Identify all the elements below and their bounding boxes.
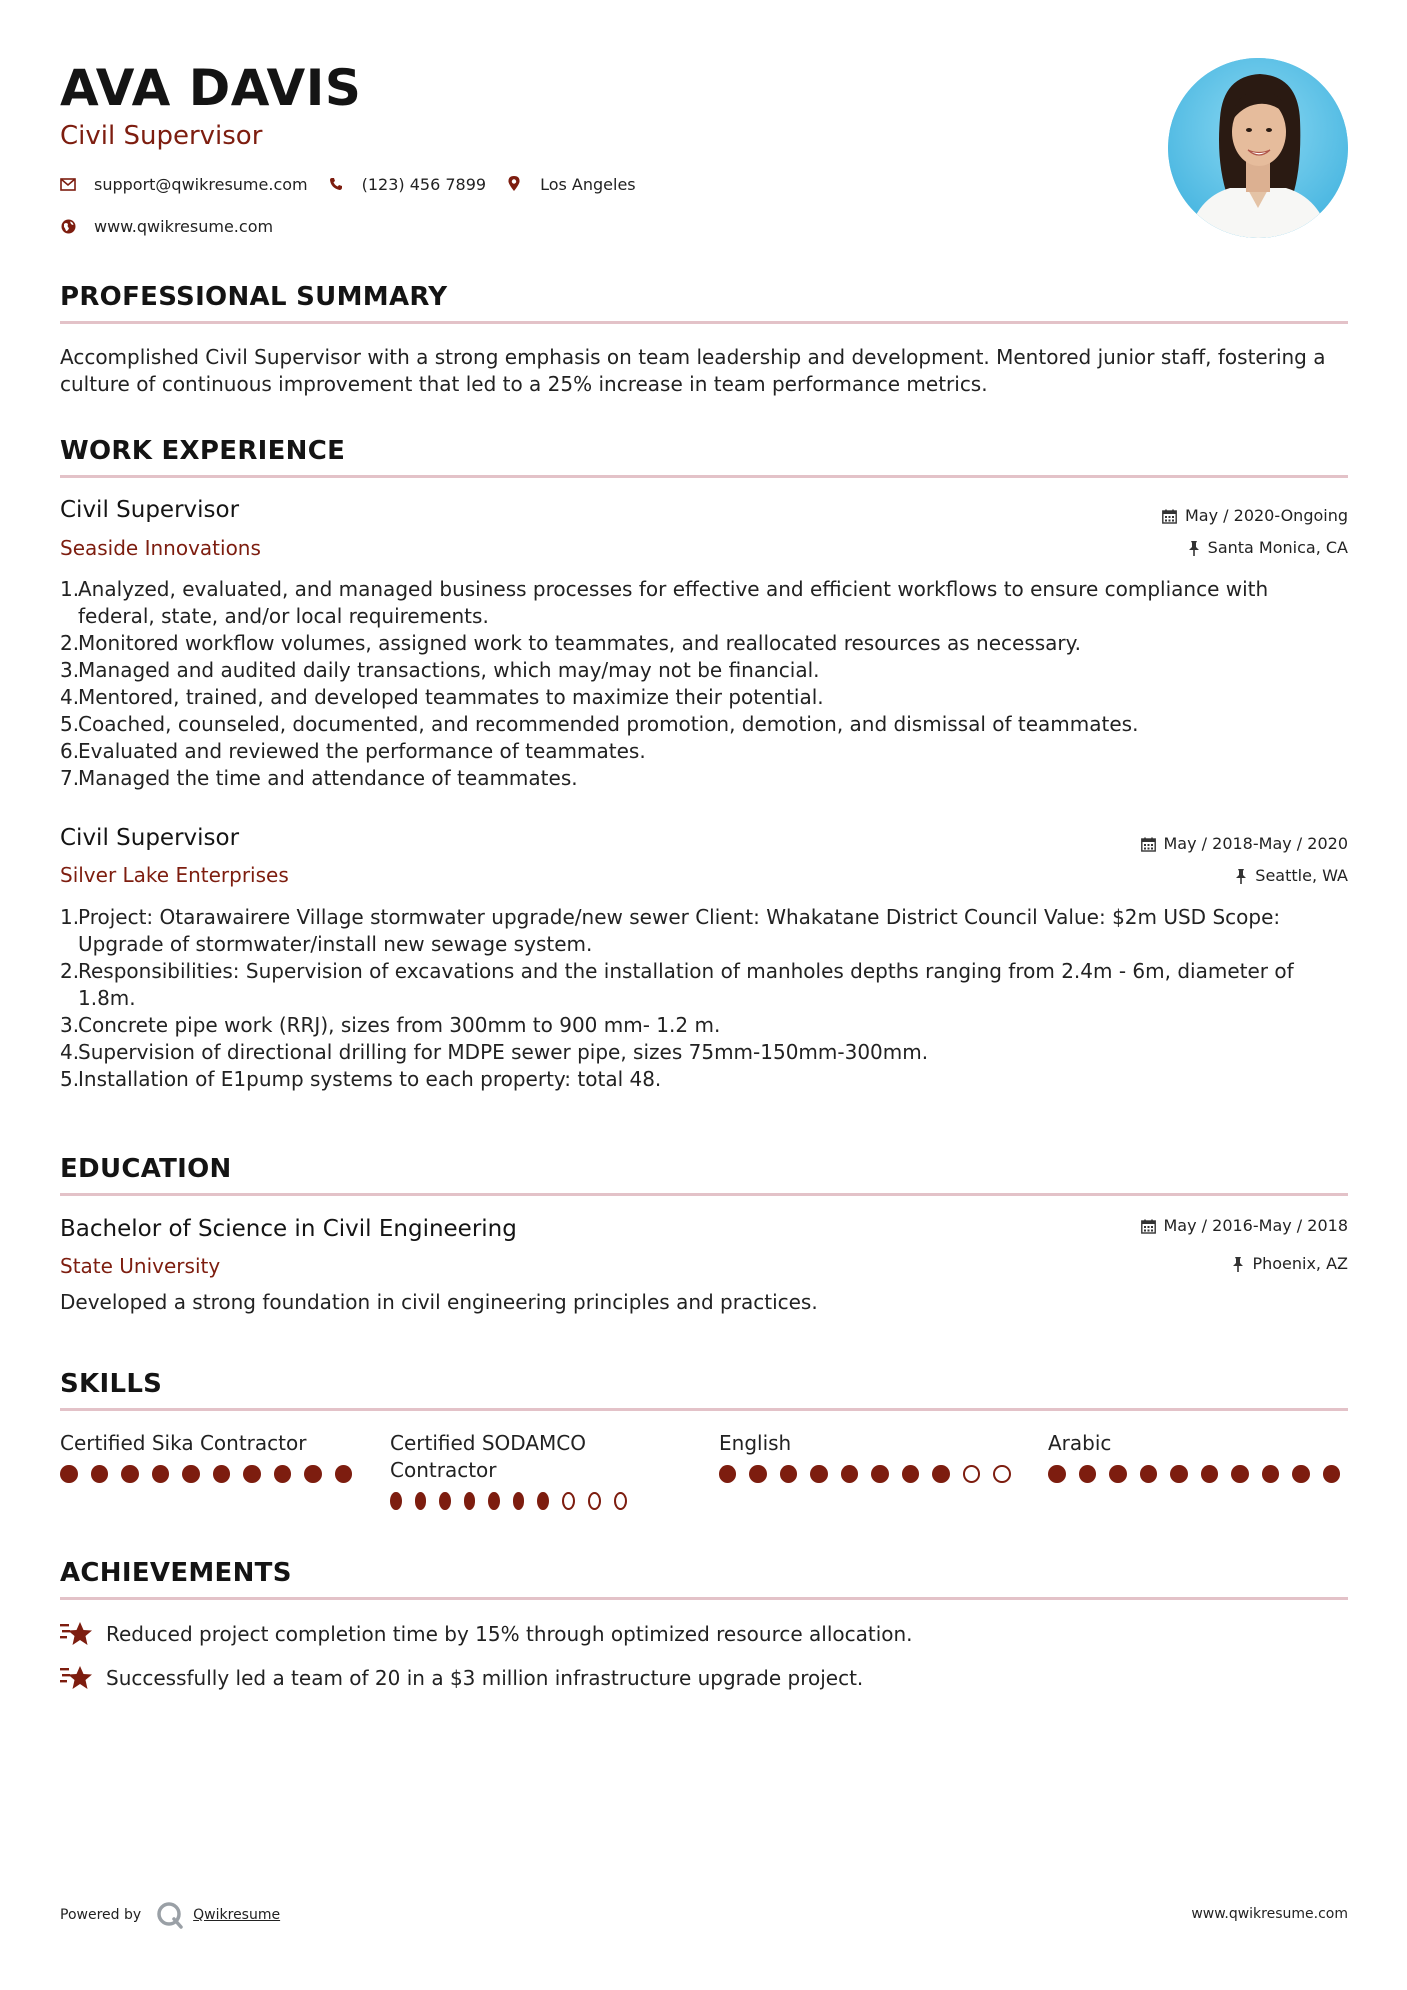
phone-icon xyxy=(328,176,344,192)
star-award-icon xyxy=(60,1663,94,1693)
skill-dot-filled xyxy=(439,1492,451,1510)
job-2-dates-row xyxy=(1141,834,1349,854)
skill-dot-filled xyxy=(902,1465,919,1483)
skill-dot-filled xyxy=(152,1465,170,1483)
list-item: 5. Installation of E1pump systems to each property: total 48. xyxy=(60,1067,662,1091)
job-1-title: Civil Supervisor xyxy=(60,497,240,523)
achievement-item xyxy=(60,1619,913,1649)
footer-website[interactable]: www.qwikresume.com xyxy=(1191,1906,1348,1922)
skill-dot-filled xyxy=(488,1492,500,1510)
map-pin-icon xyxy=(506,176,522,192)
summary-heading: PROFESSIONAL SUMMARY xyxy=(60,282,448,312)
achievements-divider xyxy=(60,1597,1348,1600)
contact-row xyxy=(60,172,656,196)
skill-dot-filled xyxy=(1079,1465,1097,1483)
list-item: 5. Coached, counseled, documented, and recommended promotion, demotion, and dismissal of teammates. xyxy=(60,712,1139,736)
skill-dot-filled xyxy=(932,1465,949,1483)
job-2-location: Seattle, WA xyxy=(1255,866,1348,885)
summary-text: Accomplished Civil Supervisor with a strong emphasis on team leadership and development. Mentored junior staff, fostering a culture of continuous improvement that led to a 25% increase in team performance metrics. xyxy=(60,345,1326,396)
job-1-company: Seaside Innovations xyxy=(60,536,261,560)
pushpin-icon xyxy=(1188,541,1200,556)
skill-dot-filled xyxy=(1109,1465,1127,1483)
skill-name: Certified Sika Contractor xyxy=(60,1431,307,1455)
contact-website[interactable]: www.qwikresume.com xyxy=(94,216,274,236)
skill-rating xyxy=(390,1492,640,1510)
skill-name: English xyxy=(719,1431,792,1455)
skill-rating xyxy=(719,1465,1024,1483)
achievement-text: Reduced project completion time by 15% through optimized resource allocation. xyxy=(106,1622,913,1646)
skill-dot-filled xyxy=(182,1465,200,1483)
education-divider xyxy=(60,1193,1348,1196)
education-heading: EDUCATION xyxy=(60,1154,232,1184)
list-item: 4. Mentored, trained, and developed teammates to maximize their potential. xyxy=(60,685,824,709)
skill-dot-filled xyxy=(60,1465,78,1483)
list-item: 3. Managed and audited daily transactions, which may/may not be financial. xyxy=(60,658,820,682)
skill-dot-filled xyxy=(274,1465,292,1483)
skill-dot-filled xyxy=(537,1492,549,1510)
skill-dot-filled xyxy=(335,1465,353,1483)
qwikresume-logo-icon xyxy=(155,1900,185,1930)
powered-by-label: Powered by xyxy=(60,1907,142,1923)
skill-dot-empty xyxy=(562,1492,575,1510)
list-item: 1. Analyzed, evaluated, and managed business processes for effective and efficient workflows to ensure compliance with federal, state, and/or local requirements. xyxy=(60,577,1269,628)
skill-rating xyxy=(60,1465,365,1483)
skill-item xyxy=(719,1430,1024,1483)
job-1-dates: May / 2020-Ongoing xyxy=(1185,506,1348,525)
skills-divider xyxy=(60,1408,1348,1411)
skill-dot-empty xyxy=(963,1465,981,1483)
candidate-name: AVA DAVIS xyxy=(60,59,362,117)
job-2-responsibilities xyxy=(60,904,1350,1093)
skill-dot-filled xyxy=(213,1465,231,1483)
list-item: 3. Concrete pipe work (RRJ), sizes from 300mm to 900 mm- 1.2 m. xyxy=(60,1013,721,1037)
profile-photo xyxy=(1168,58,1348,238)
calendar-icon xyxy=(1141,837,1156,852)
skill-dot-filled xyxy=(841,1465,858,1483)
skill-dot-filled xyxy=(1292,1465,1310,1483)
skill-dot-filled xyxy=(1140,1465,1158,1483)
job-2-company: Silver Lake Enterprises xyxy=(60,863,289,887)
skill-dot-filled xyxy=(464,1492,476,1510)
experience-heading: WORK EXPERIENCE xyxy=(60,436,346,466)
skill-dot-filled xyxy=(719,1465,736,1483)
education-dates: May / 2016-May / 2018 xyxy=(1163,1216,1348,1235)
skill-name: Arabic xyxy=(1048,1431,1112,1455)
skill-dot-filled xyxy=(1231,1465,1249,1483)
list-item: 6. Evaluated and reviewed the performance of teammates. xyxy=(60,739,646,763)
pushpin-icon xyxy=(1235,869,1247,884)
skill-dot-empty xyxy=(588,1492,601,1510)
list-item: 2. Monitored workflow volumes, assigned work to teammates, and reallocated resources as necessary. xyxy=(60,631,1081,655)
list-item: 2. Responsibilities: Supervision of excavations and the installation of manholes depths ranging from 2.4m - 6m, diameter of 1.8m. xyxy=(60,959,1294,1010)
contact-phone[interactable]: (123) 456 7899 xyxy=(361,174,487,194)
skill-dot-filled xyxy=(121,1465,139,1483)
skill-dot-filled xyxy=(871,1465,888,1483)
skill-name: Certified SODAMCO Contractor xyxy=(390,1431,586,1482)
skill-dot-filled xyxy=(780,1465,797,1483)
skill-dot-filled xyxy=(749,1465,766,1483)
contact-location: Los Angeles xyxy=(540,174,636,194)
job-2-dates: May / 2018-May / 2020 xyxy=(1163,834,1348,853)
skill-item xyxy=(390,1430,640,1510)
job-2-title: Civil Supervisor xyxy=(60,825,240,851)
list-item: 4. Supervision of directional drilling for MDPE sewer pipe, sizes 75mm-150mm-300mm. xyxy=(60,1040,929,1064)
skill-dot-filled xyxy=(1048,1465,1066,1483)
contact-row-web xyxy=(60,214,293,238)
job-1-dates-row xyxy=(1162,506,1348,526)
calendar-icon xyxy=(1162,509,1177,524)
contact-email[interactable]: support@qwikresume.com xyxy=(94,174,308,194)
education-location-row xyxy=(1232,1254,1348,1274)
skills-heading: SKILLS xyxy=(60,1369,163,1399)
skill-dot-filled xyxy=(304,1465,322,1483)
education-dates-row xyxy=(1141,1216,1349,1236)
skill-dot-empty xyxy=(993,1465,1011,1483)
skill-dot-filled xyxy=(243,1465,261,1483)
summary-divider xyxy=(60,321,1348,324)
qwikresume-link[interactable]: Qwikresume xyxy=(193,1907,281,1923)
education-location: Phoenix, AZ xyxy=(1252,1254,1348,1273)
list-item: 7. Managed the time and attendance of teammates. xyxy=(60,766,578,790)
skill-dot-filled xyxy=(91,1465,109,1483)
candidate-role: Civil Supervisor xyxy=(60,121,263,151)
job-1-location: Santa Monica, CA xyxy=(1207,538,1348,557)
skill-dot-empty xyxy=(614,1492,627,1510)
skill-dot-filled xyxy=(1170,1465,1188,1483)
pushpin-icon xyxy=(1232,1257,1244,1272)
skill-dot-filled xyxy=(513,1492,525,1510)
skill-item xyxy=(1048,1430,1353,1483)
job-2-location-row xyxy=(1235,866,1348,886)
skill-rating xyxy=(1048,1465,1353,1483)
achievement-item xyxy=(60,1663,863,1693)
skill-dot-filled xyxy=(415,1492,427,1510)
job-1-location-row xyxy=(1188,538,1348,558)
skill-dot-filled xyxy=(1201,1465,1219,1483)
footer-powered-by xyxy=(60,1900,280,1930)
skill-dot-filled xyxy=(1262,1465,1280,1483)
job-1-responsibilities xyxy=(60,576,1350,792)
calendar-icon xyxy=(1141,1219,1156,1234)
envelope-icon xyxy=(60,176,76,192)
education-description: Developed a strong foundation in civil engineering principles and practices. xyxy=(60,1290,818,1314)
star-award-icon xyxy=(60,1619,94,1649)
skill-dot-filled xyxy=(810,1465,827,1483)
achievement-text: Successfully led a team of 20 in a $3 million infrastructure upgrade project. xyxy=(106,1666,864,1690)
experience-divider xyxy=(60,475,1348,478)
education-school: State University xyxy=(60,1254,221,1278)
skill-dot-filled xyxy=(1323,1465,1341,1483)
achievements-heading: ACHIEVEMENTS xyxy=(60,1558,292,1588)
globe-icon xyxy=(60,218,76,234)
list-item: 1. Project: Otarawairere Village stormwater upgrade/new sewer Client: Whakatane District Council Value: $2m USD Scope: Upgrade of stormwater/install new sewage system. xyxy=(60,905,1281,956)
skill-item xyxy=(60,1430,365,1483)
education-degree: Bachelor of Science in Civil Engineering xyxy=(60,1216,517,1242)
skill-dot-filled xyxy=(390,1492,402,1510)
